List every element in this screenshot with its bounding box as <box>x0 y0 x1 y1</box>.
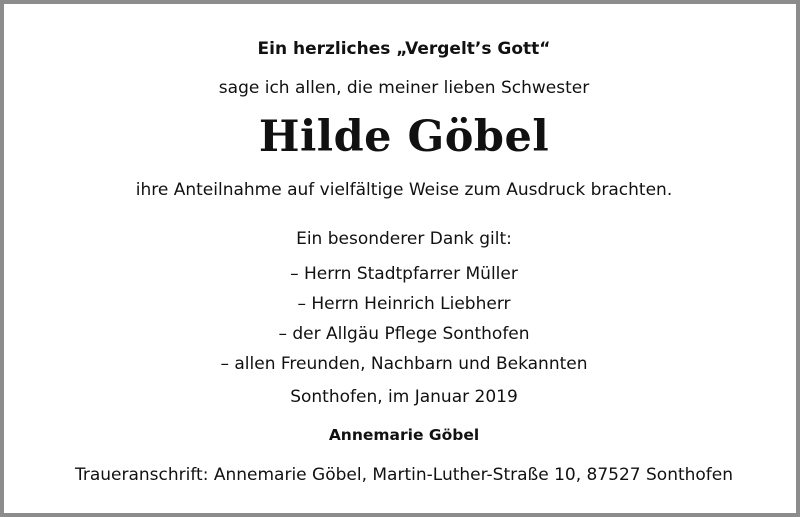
thanks-list <box>4 264 800 384</box>
sympathy-line: ihre Anteilnahme auf vielfältige Weise zum Ausdruck brachten. <box>135 180 673 200</box>
thanks-list-item: – Herrn Stadtpfarrer Müller <box>290 264 518 284</box>
thanks-list-item: – der Allgäu Pflege Sonthofen <box>278 324 530 344</box>
notice-intro: sage ich allen, die meiner lieben Schwester <box>218 78 590 98</box>
place-date: Sonthofen, im Januar 2019 <box>290 387 518 407</box>
notice-heading: Ein herzliches „Vergelt’s Gott“ <box>257 39 551 59</box>
mourning-address: Traueranschrift: Annemarie Göbel, Martin-Luther-Straße 10, 87527 Sonthofen <box>74 465 734 485</box>
thanks-intro: Ein besonderer Dank gilt: <box>296 229 512 249</box>
deceased-name: Hilde Göbel <box>258 112 550 162</box>
thanks-list-item: – allen Freunden, Nachbarn und Bekannten <box>220 354 588 374</box>
signature: Annemarie Göbel <box>328 426 480 444</box>
thanks-list-item: – Herrn Heinrich Liebherr <box>297 294 511 314</box>
